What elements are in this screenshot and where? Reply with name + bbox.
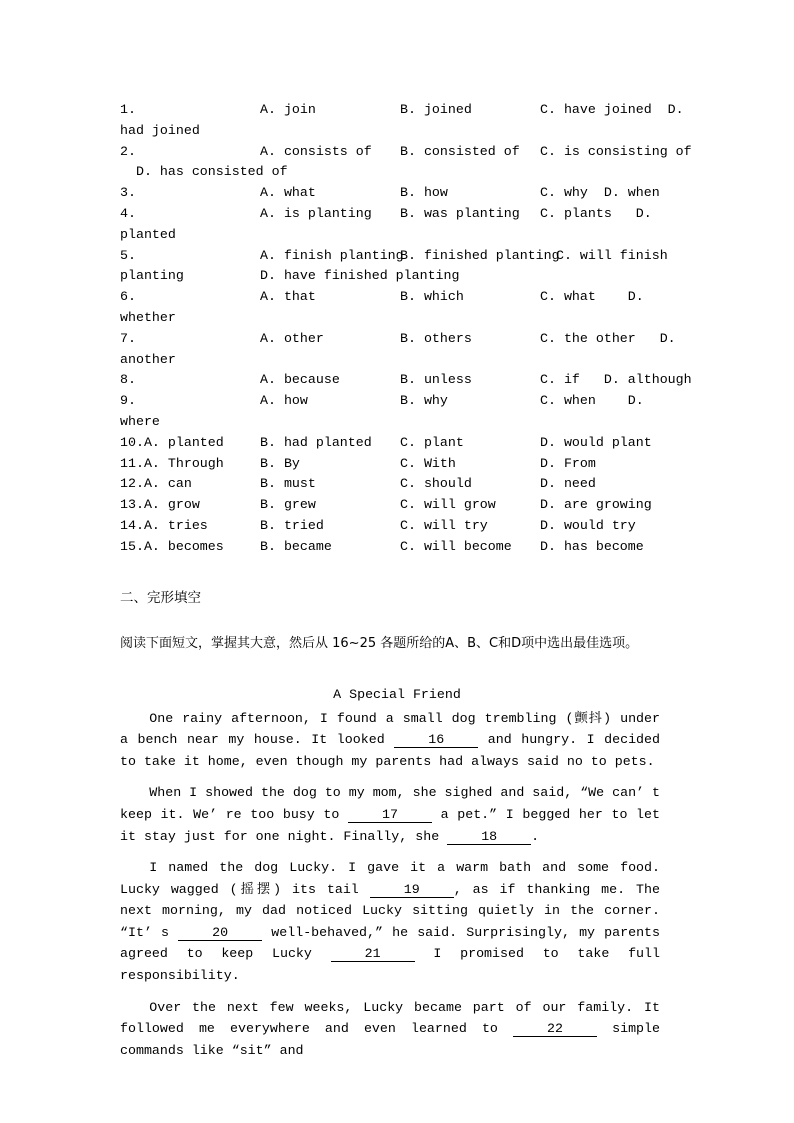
option-text: C. should (400, 476, 472, 492)
question-label: 7. (120, 330, 136, 346)
story-paragraph (120, 857, 660, 987)
option-text: C. will finish (540, 247, 668, 263)
question-row-continued (120, 121, 680, 142)
option-text: B. how (400, 185, 448, 201)
question-label: 5. (120, 247, 136, 263)
option-text: B. finished planting (400, 247, 560, 263)
option-text: A. consists of (260, 143, 372, 159)
question-label: 1. (120, 102, 136, 117)
question-label: planting (120, 268, 184, 284)
question-row (120, 516, 680, 537)
document-page (120, 100, 692, 1071)
option-text: A. other (260, 330, 324, 346)
question-label: 11.A. Through (120, 455, 224, 471)
option-text: A. how (260, 393, 308, 409)
question-row (120, 287, 680, 308)
answer-blank: 16 (394, 732, 478, 748)
option-text: C. when D. (540, 393, 644, 409)
question-label: 10.A. planted (120, 434, 224, 450)
option-text: D. would try (540, 517, 636, 533)
question-label: 2. (120, 143, 136, 159)
section-title: 二、完形填空 (120, 589, 201, 606)
option-text: B. had planted (260, 434, 372, 450)
question-row (120, 370, 692, 391)
instruction-text: 阅读下面短文，掌握其大意，然后从 16~25 各题所给的A、B、C和D项中选出最佳选项。 (120, 635, 639, 651)
question-label: planted (120, 226, 176, 242)
question-label: 6. (120, 289, 136, 305)
option-text: B. tried (260, 517, 324, 533)
option-text: C. is consisting of (540, 143, 692, 159)
option-text: D. From (540, 455, 596, 471)
question-row-continued (120, 308, 680, 329)
question-label: 4. (120, 205, 136, 221)
option-text: C. plant (400, 434, 464, 450)
option-text: B. By (260, 455, 300, 471)
question-row (120, 246, 680, 267)
option-text: B. was planting (400, 205, 520, 221)
option-text: A. finish planting (260, 247, 404, 263)
story-paragraph (120, 782, 660, 847)
option-text: B. consisted of (400, 143, 520, 159)
story-paragraph (120, 997, 660, 1062)
option-text: C. if D. although (540, 372, 692, 388)
option-text: B. others (400, 330, 472, 346)
question-row-continued (120, 225, 680, 246)
option-text: D. are growing (540, 497, 652, 513)
option-text: A. what (260, 185, 316, 201)
option-text: C. have joined D. (540, 102, 684, 117)
question-row-continued (120, 350, 680, 371)
paragraph-text: When I showed the dog to my mom, she sighed and said, “We can’ t keep it. We’ re too busy to (120, 785, 660, 822)
question-label: 15.A. becomes (120, 538, 224, 554)
paragraph-text: Over the next few weeks, Lucky became part of our family. It followed me everywhere and even learned to (120, 999, 660, 1037)
option-text: B. unless (400, 372, 472, 388)
option-text: B. became (260, 538, 332, 554)
option-text: C. what D. (540, 289, 644, 305)
question-row (120, 142, 692, 163)
question-label: had joined (120, 122, 200, 138)
option-text: C. will try (400, 517, 488, 533)
question-label: whether (120, 309, 176, 325)
story-title: A Special Friend (333, 686, 461, 702)
option-text: B. grew (260, 497, 316, 513)
question-row-continued (120, 162, 680, 183)
answer-blank: 20 (178, 925, 262, 941)
question-row-continued (120, 266, 680, 287)
question-label: 3. (120, 185, 136, 201)
option-text: B. must (260, 476, 316, 492)
paragraph-text: , as if thanking me. The next morning, my dad noticed Lucky sitting quietly in the corner. “It’ s (120, 881, 660, 940)
option-text: C. plants D. (540, 205, 652, 221)
answer-blank: 22 (513, 1021, 597, 1037)
question-row (120, 433, 680, 454)
answer-blank: 21 (331, 946, 415, 962)
option-text: C. will become (400, 538, 512, 554)
question-label: 14.A. tries (120, 517, 208, 533)
question-row-continued (120, 412, 680, 433)
option-text: A. that (260, 289, 316, 305)
question-label: another (120, 351, 176, 367)
question-row (120, 495, 680, 516)
answer-blank: 18 (447, 829, 531, 845)
answer-blank: 19 (370, 882, 454, 898)
option-text: C. With (400, 455, 456, 471)
paragraph-text: . (531, 828, 540, 844)
option-text: A. because (260, 372, 340, 388)
question-row (120, 100, 684, 121)
question-row (120, 537, 680, 558)
paragraph-text: I promised to take full responsibility. (120, 946, 660, 984)
paragraph-text: One rainy afternoon, I found a small dog trembling (颤抖) under a bench near my house. It looked (120, 710, 660, 748)
option-text: A. is planting (260, 205, 372, 221)
paragraph-text: a pet.” I begged her to let it stay just for one night. Finally, she (120, 806, 660, 844)
question-row (120, 391, 680, 412)
paragraph-text: simple commands like “sit” and (120, 1021, 660, 1058)
question-row (120, 454, 680, 475)
paragraph-text: well-behaved,” he said. Surprisingly, my parents agreed to keep Lucky (120, 924, 661, 962)
option-text: D. have finished planting (260, 268, 460, 284)
question-label: 13.A. grow (120, 497, 200, 513)
answer-blank: 17 (348, 807, 432, 823)
question-label: 12.A. can (120, 476, 192, 492)
question-row (120, 474, 680, 495)
option-text: D. would plant (540, 434, 652, 450)
question-row (120, 204, 680, 225)
question-row (120, 183, 680, 204)
question-row (120, 329, 680, 350)
question-label: where (120, 413, 160, 429)
option-text: A. join (260, 102, 316, 117)
question-label: 9. (120, 393, 136, 409)
option-text: D. need (540, 476, 596, 492)
paragraph-text: I named the dog Lucky. I gave it a warm bath and some food. Lucky wagged (摇摆) its tail (120, 860, 660, 897)
option-text: B. why (400, 393, 448, 409)
question-label: 8. (120, 372, 136, 388)
option-text: C. the other D. (540, 330, 676, 346)
option-text: B. which (400, 289, 464, 305)
option-text: D. has become (540, 538, 644, 554)
option-text: C. why D. when (540, 185, 660, 201)
option-text: B. joined (400, 102, 472, 117)
story-body (120, 708, 680, 1062)
option-text: C. will grow (400, 497, 496, 513)
multiple-choice-list (120, 100, 692, 558)
story-paragraph (120, 708, 660, 773)
paragraph-text: and hungry. I decided to take it home, even though my parents had always said no to pets. (120, 732, 660, 769)
question-label: D. has consisted of (120, 164, 288, 180)
